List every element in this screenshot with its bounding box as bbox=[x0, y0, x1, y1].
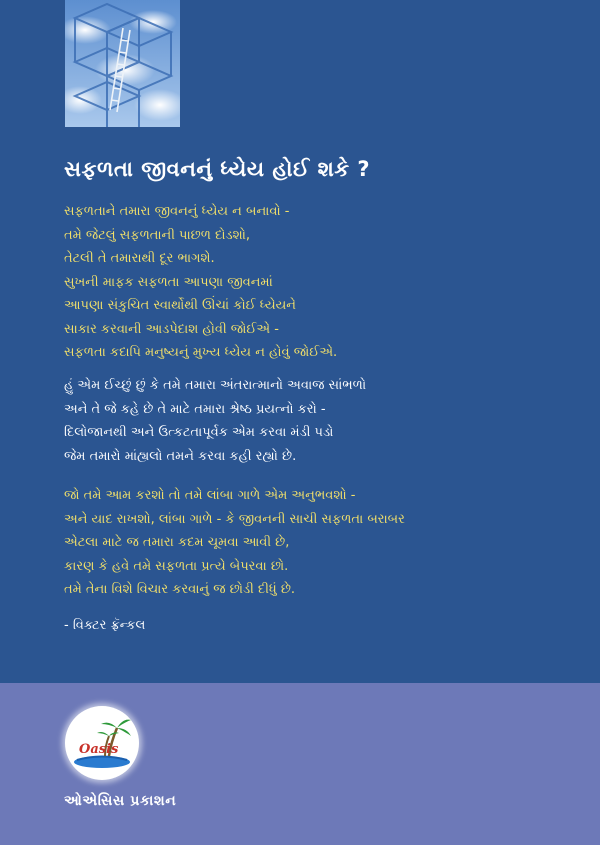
palm-tree-icon bbox=[65, 706, 139, 780]
poem-stanza-1 bbox=[64, 200, 337, 365]
poem-line: કારણ કે હવે તમે સફળતા પ્રત્યે બેપરવા છો. bbox=[64, 558, 289, 574]
poem-line: તમે તેના વિશે વિચાર કરવાનું જ છોડી દીધું છે. bbox=[64, 582, 296, 597]
poem-line: અને તે જે કહે છે તે માટે તમારા શ્રેષ્ઠ પ્રયત્નો કરો - bbox=[64, 401, 326, 417]
sky-ladder-image bbox=[65, 0, 180, 127]
page-title: સફળતા જીવનનું ધ્યેય હોઈ શકે ? bbox=[64, 157, 371, 181]
author-credit: - વિક્ટર ફ્રૅન્કલ bbox=[64, 618, 146, 633]
poem-line: અને યાદ રાખશો, લાંબા ગાળે - કે જીવનની સાચી સફળતા બરાબર bbox=[64, 511, 405, 527]
poem-line: એટલા માટે જ તમારા કદમ ચૂમવા આવી છે, bbox=[64, 535, 290, 550]
poem-line: સુખની માફક સફળતા આપણા જીવનમાં bbox=[64, 274, 273, 290]
publisher-name: ઓએસિસ પ્રકાશન bbox=[64, 793, 177, 809]
poem-line: આપણા સંકુચિત સ્વાર્થોથી ઊંચાં કોઈ ધ્યેયને bbox=[64, 298, 296, 313]
poem-stanza-3 bbox=[64, 484, 405, 602]
poem-line: સફળતા કદાપિ મનુષ્યનું મુખ્ય ધ્યેય ન હોવું જોઈએ. bbox=[64, 345, 338, 360]
poem-line: જેમ તમારો માંહ્યલો તમને કરવા કહી રહ્યો છે. bbox=[64, 448, 297, 464]
poem-line: દિલોજાનથી અને ઉત્કટતાપૂર્વક એમ કરવા મંડી પડો bbox=[64, 425, 334, 440]
poem-line: સફળતાને તમારા જીવનનું ધ્યેય ન બનાવો - bbox=[64, 204, 290, 219]
svg-text:Oasis: Oasis bbox=[79, 742, 119, 757]
poem-line: જો તમે આમ કરશો તો તમે લાંબા ગાળે એમ અનુભવશો - bbox=[64, 488, 356, 503]
poem-stanza-2 bbox=[64, 374, 366, 468]
poem-line: તેટલી તે તમારાથી દૂર ભાગશે. bbox=[64, 251, 215, 266]
poem-line: હું એમ ઈચ્છું છું કે તમે તમારા અંતરાત્માનો અવાજ સાંભળો bbox=[64, 378, 367, 393]
sky-ladder-illustration bbox=[65, 0, 180, 127]
poem-line: સાકાર કરવાની આડપેદાશ હોવી જોઈએ - bbox=[64, 321, 279, 337]
oasis-logo bbox=[65, 706, 139, 780]
poem-line: તમે જેટલું સફળતાની પાછળ દોડશો, bbox=[64, 227, 251, 243]
